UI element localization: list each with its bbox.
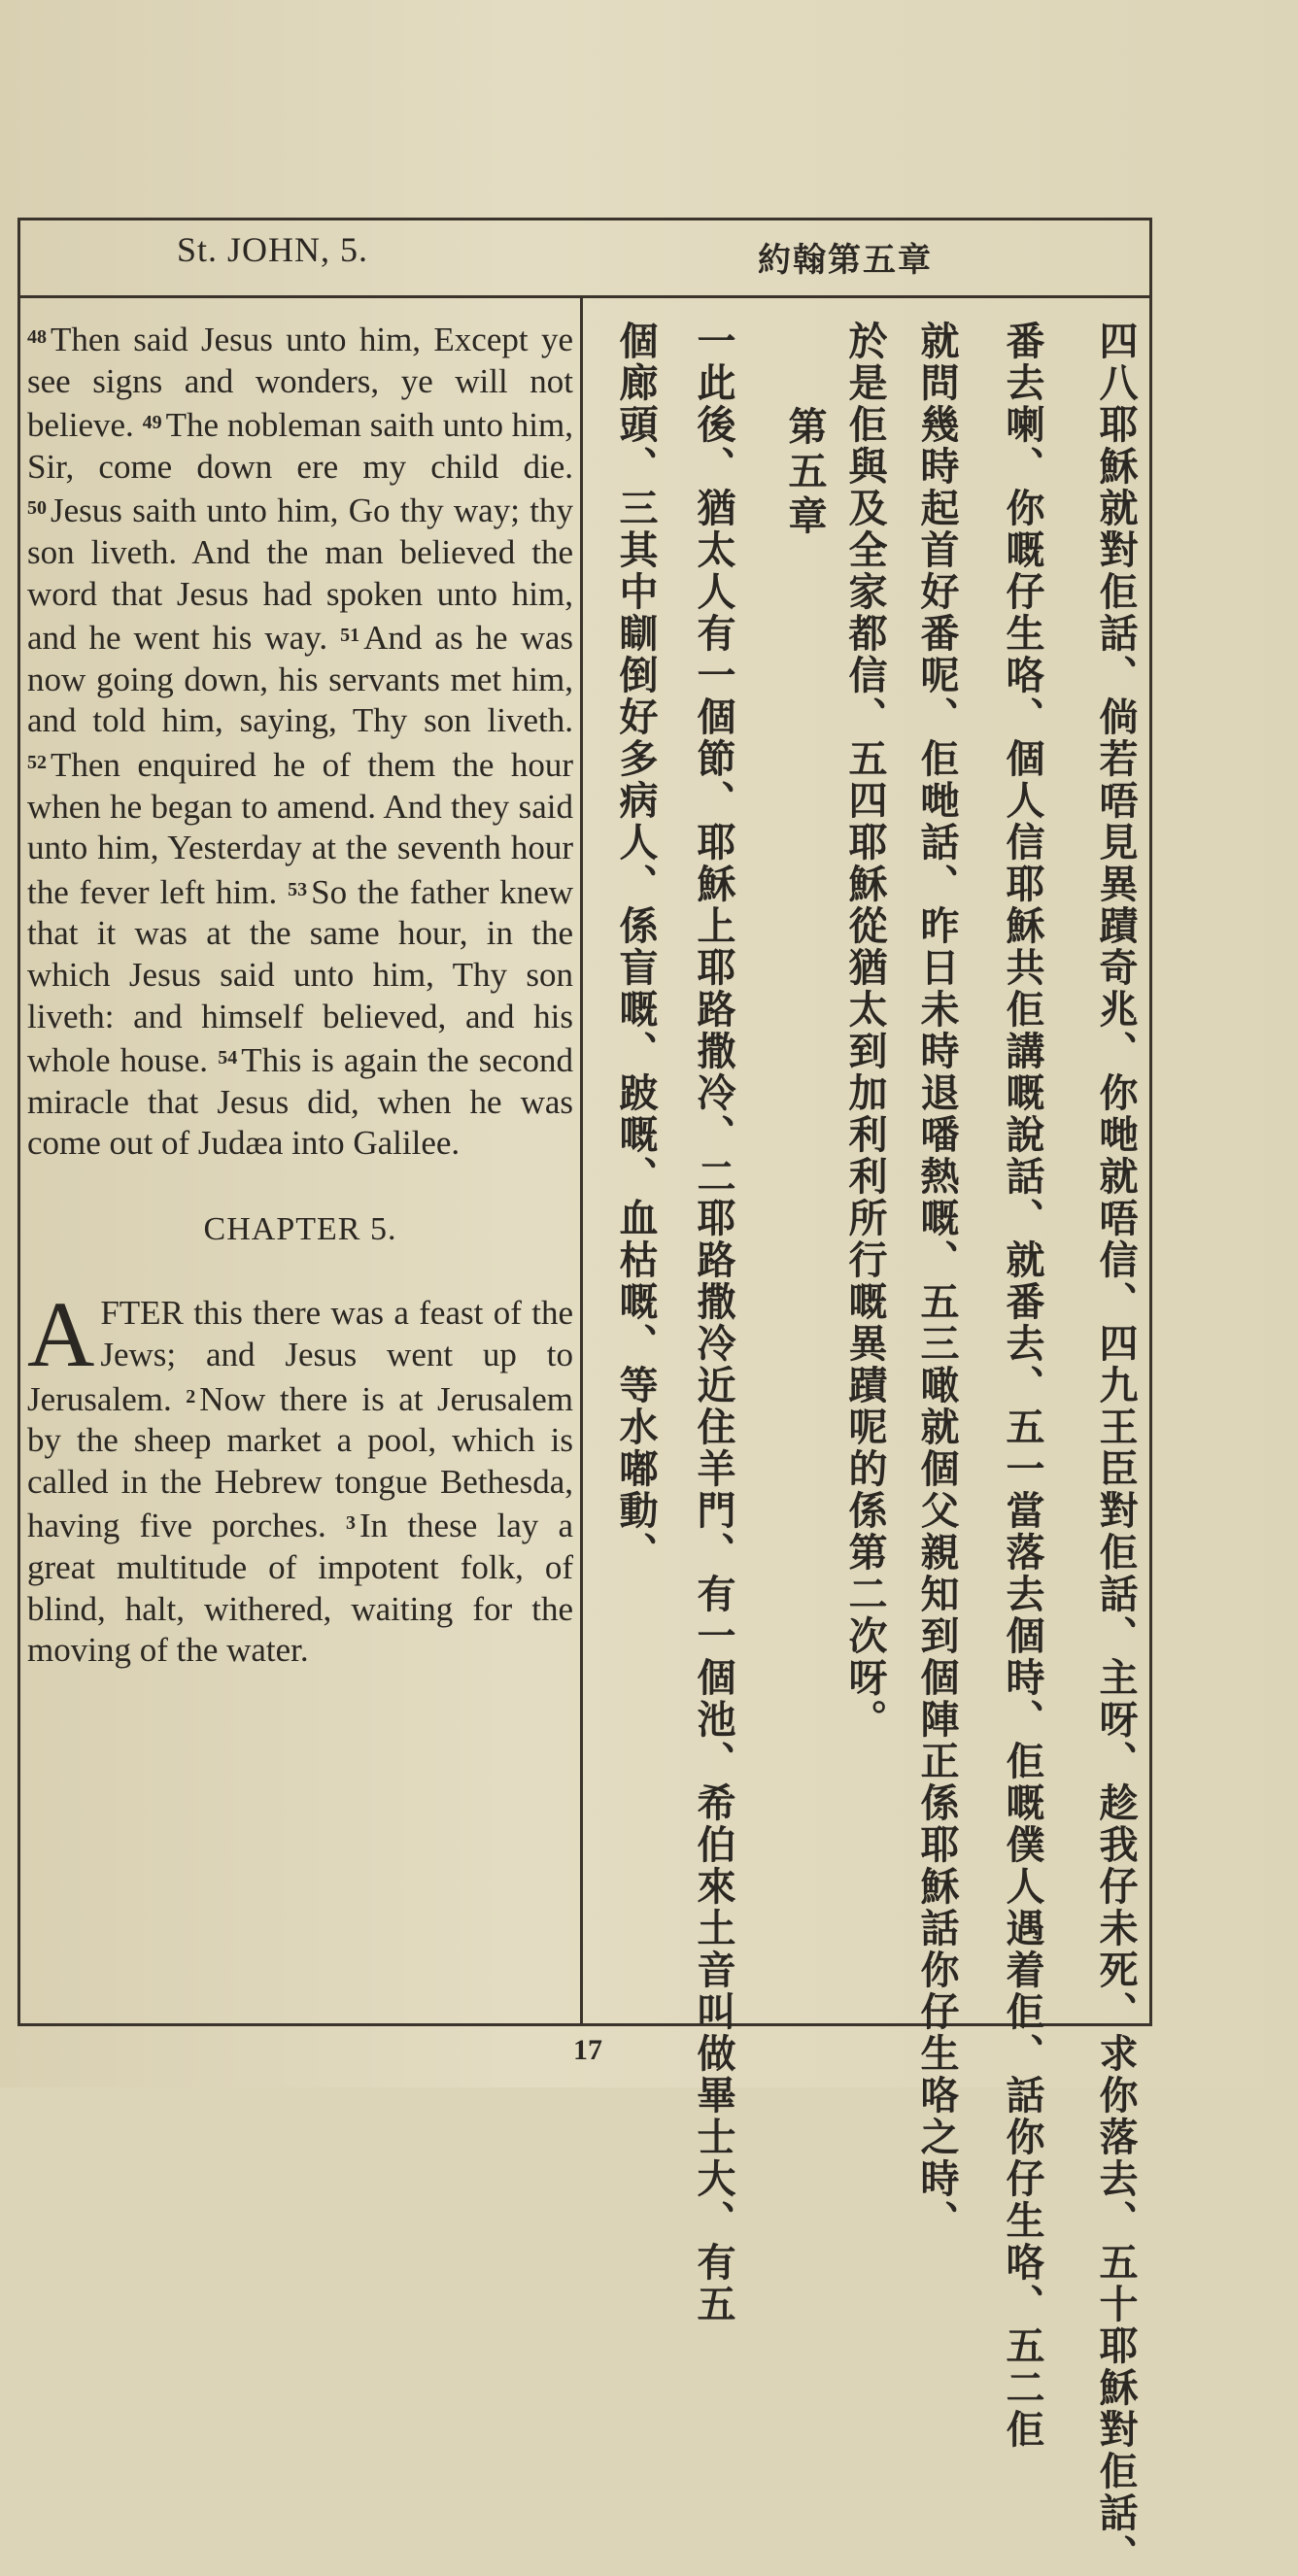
verse: $^{53}$ So the father knew that it was at the same hour, in the which Jesus said unto him, Thy son liveth: and himself believed, and his whole house.	[27, 872, 574, 1080]
chinese-column-4: 於是佢與及全家都信、五四耶穌從猶太到加利利所行嘅異蹟呢的係第二次呀。	[842, 321, 888, 1741]
chinese-column-3: 就問幾時起首好番呢、佢哋話、昨日未時退噃熱嘅、五三噉就個父親知到個陣正係耶穌話你仔生咯之時、	[914, 321, 960, 2242]
verse: $^{50}$ Jesus saith unto him, Go thy way; thy son liveth. And the man believed the word that Jesus had spoken unto him, and he went his way.	[27, 491, 573, 658]
chinese-column-6: 個廊頭、三其中瞓倒好多病人、係盲嘅、跛嘅、血枯嘅、等水嘟動、	[613, 321, 659, 1574]
chinese-chapter-heading: 第五章	[782, 406, 828, 540]
english-paragraph-2	[27, 1282, 573, 1671]
verse: $^{51}$ And as he was now going down, his servants met him, and told him, saying, Thy son liveth.	[27, 619, 573, 740]
verse: FTER this there was a feast of the Jews; and Jesus went up to Jerusalem.	[27, 1294, 573, 1418]
chapter-heading: CHAPTER 5.	[203, 1210, 397, 1247]
english-running-title: St. JOHN, 5.	[177, 230, 369, 269]
verse: $^3$ In these lay a great multitude of impotent folk, of blind, halt, withered, waiting for the moving of the water.	[27, 1507, 573, 1670]
english-paragraph-1	[27, 317, 573, 1165]
verse: $^2$ Now there is at Jerusalem by the sheep market a pool, which is called in the Hebrew tongue Bethesda, having five porches.	[27, 1379, 573, 1545]
chinese-column-2: 番去喇、你嘅仔生咯、個人信耶穌共佢講嘅說話、就番去、五一當落去個時、佢嘅僕人遇着佢、話你仔生咯、五二佢	[1000, 321, 1045, 2451]
verse: $^{52}$ Then enquired he of them the hour when he began to amend. And they said unto him, Yesterday at the seventh hour the fever left him.	[27, 745, 573, 911]
drop-cap: A	[27, 1282, 95, 1387]
english-text-column	[27, 317, 573, 1672]
chinese-running-title: 約翰第五章	[758, 241, 933, 280]
chinese-column-5: 一此後、猶太人有一個節、耶穌上耶路撒冷、二耶路撒冷近住羊門、有一個池、希伯來土音叫做畢士大、有五	[691, 321, 736, 2325]
chinese-column-1: 四八耶穌就對佢話、倘若唔見異蹟奇兆、你哋就唔信、四九王臣對佢話、主呀、趁我仔未死、求你落去、五十耶穌對佢話、	[1093, 321, 1139, 2576]
header-rule	[17, 295, 1152, 298]
verse: $^{48}$ Then said Jesus unto him, Except ye see signs and wonders, ye will not believe.	[27, 321, 573, 445]
column-divider	[580, 297, 583, 2026]
page-number: 17	[573, 2034, 602, 2066]
verse: $^{49}$ The nobleman saith unto him, Sir, come down ere my child die.	[27, 406, 573, 486]
verse: $^{54}$ This is again the second miracle that Jesus did, when he was come out of Judæa into Galilee.	[27, 1041, 573, 1163]
